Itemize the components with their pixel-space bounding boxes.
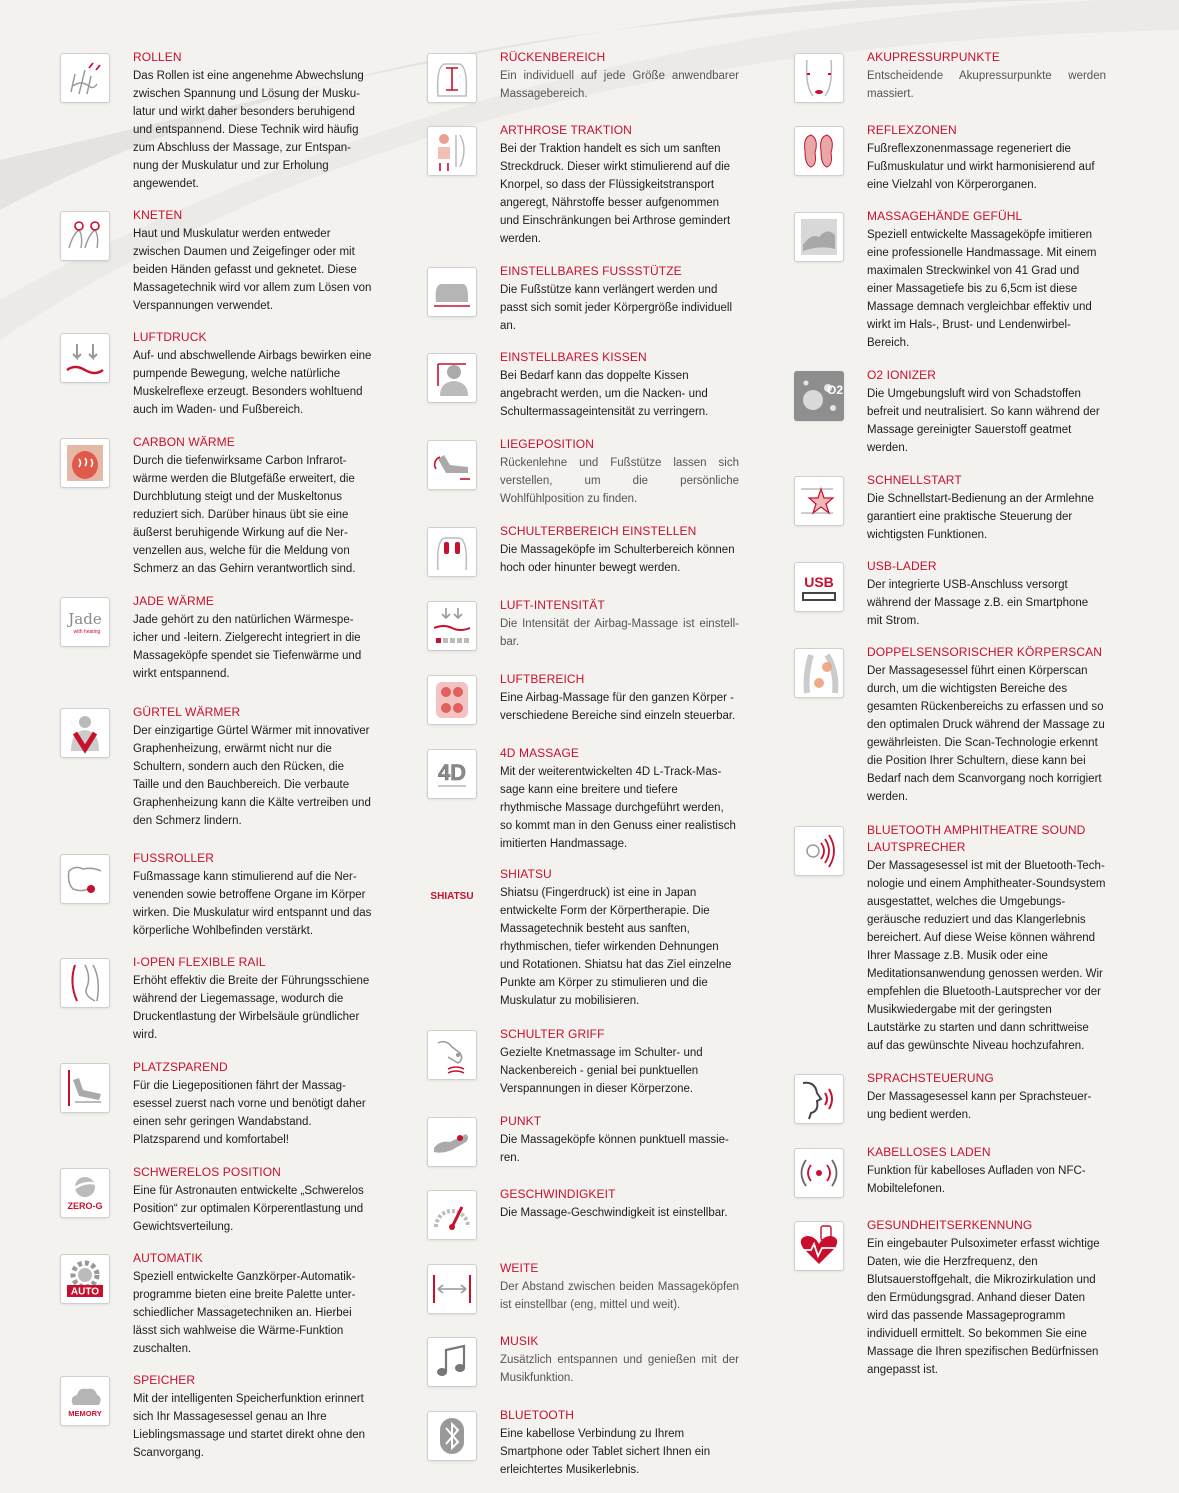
svg-text:4D: 4D xyxy=(437,760,467,785)
feature-title: KNETEN xyxy=(133,208,183,222)
rolling-hands-icon xyxy=(60,53,110,103)
feature-akupressur xyxy=(794,50,1106,103)
feature-amphitheatre xyxy=(794,823,1106,1055)
feature-kneten xyxy=(60,208,372,315)
belt-warmer-icon xyxy=(60,708,110,758)
feature-description: Shiatsu (Fingerdruck) ist eine in Japan entwickelte Form der Körpertherapie. Die Massagetechnik besteht aus sanften, rhythmischen, tiefer wirkenden Dehnungen und Rotationen. Shiatsu hat das Ziel einzelne Punkte am Körper zu stimulieren und die Muskulatur zu mobilisieren. xyxy=(500,887,732,1007)
feature-description: Rückenlehne und Fußstütze lassen sich verstellen, um die persönliche Wohlfühlposition zu finden. xyxy=(500,457,739,505)
feature-description: Der einzigartige Gürtel Wärmer mit innovativer Graphenheizung, erwärmt nicht nur die Schultern, sondern auch den Rücken, die Taille und den Bauchbereich. Die verbaute Graphenheizung kann die Kälte vertreiben und den Schmerz lindern. xyxy=(133,725,371,827)
memory-cloud-icon xyxy=(60,1376,110,1426)
feature-description: Erhöht effektiv die Breite der Führungsschiene während der Liegemassage, wodurch die Druckentlastung der Wirbelsäule gründlicher wird. xyxy=(133,975,370,1041)
feature-koerperscan xyxy=(794,645,1106,806)
feature-schulterbereich xyxy=(427,524,739,577)
kneading-hands-icon xyxy=(60,211,110,261)
feature-luft-intensitaet xyxy=(427,598,739,651)
feature-schulter-griff xyxy=(427,1027,739,1098)
feature-title: SCHNELLSTART xyxy=(867,473,962,487)
feature-title: SCHULTER GRIFF xyxy=(500,1027,605,1041)
feature-kabelloses-laden xyxy=(794,1145,1106,1198)
feature-massagehaende xyxy=(794,209,1106,352)
feature-description: Eine für Astronauten entwickelte „Schwerelos Position“ zur optimalen Körperentlastung und Gewichtsverteilung. xyxy=(133,1185,364,1233)
usb-icon xyxy=(794,562,844,612)
feature-description: Auf- und abschwellende Airbags bewirken eine pumpende Bewegung, welche natürliche Muskelreflexe erzeugt. Besonders wohltuend auch im Waden- und Fußbereich. xyxy=(133,350,372,416)
feature-platzsparend xyxy=(60,1060,372,1149)
feature-title: O2 IONIZER xyxy=(867,368,937,382)
feature-title: SPRACHSTEUERUNG xyxy=(867,1071,994,1085)
feature-description: Durch die tiefenwirksame Carbon Infrarotwärme werden die Blutgefäße erweitert, die Durchblutung steigt und der Muskeltonus reduziert sich. Darüber hinaus übt sie eine äußerst beruhigende Wirkung auf die Nervenzellen aus, welche für die Meldung von Schmerz an das Gehirn verantwortlich sind. xyxy=(133,455,356,575)
feature-title: SPEICHER xyxy=(133,1373,196,1387)
feature-title: BLUETOOTH xyxy=(500,1408,575,1422)
feature-title: KABELLOSES LADEN xyxy=(867,1145,991,1159)
air-intensity-icon xyxy=(427,601,477,651)
svg-text:Jade: Jade xyxy=(68,610,102,628)
feature-description: Die Massage-Geschwindigkeit ist einstellbar. xyxy=(500,1207,728,1219)
feature-sprachsteuerung xyxy=(794,1071,1106,1124)
feature-description: Jade gehört zu den natürlichen Wärmespeicher und -leitern. Zielgerecht integriert in die Massageköpfe spendet sie Tiefenwärme und wirkt entspannend. xyxy=(133,614,362,680)
feature-arthrose xyxy=(427,123,739,248)
o2-ionizer-icon xyxy=(794,371,844,421)
bluetooth-icon xyxy=(427,1411,477,1461)
feature-o2-ionizer xyxy=(794,368,1106,457)
feature-title: ARTHROSE TRAKTION xyxy=(500,123,632,137)
acupressure-icon xyxy=(794,53,844,103)
feature-description: Eine Airbag-Massage für den ganzen Körper - verschiedene Bereiche sind einzeln steuerbar. xyxy=(500,692,736,722)
feature-weite xyxy=(427,1261,739,1314)
air-area-icon xyxy=(427,675,477,725)
svg-text:MEMORY: MEMORY xyxy=(68,1409,102,1418)
feature-description: Der Massagesessel führt einen Körperscan durch, um die wichtigsten Bereiche des gesamten Rückenbereichs zu erfassen und so den optimalen Druck während der Massage zu gewährleisten. Die Scan-Technologie erkennt die Position Ihrer Schultern, diese kann bei Bedarf nach dem Scanvorgang noch korrigiert werden. xyxy=(867,665,1105,803)
body-scan-icon xyxy=(794,648,844,698)
feature-title: I-OPEN FLEXIBLE RAIL xyxy=(133,955,266,969)
feature-title: USB-LADER xyxy=(867,559,937,573)
feature-description: Der Massagesessel ist mit der Bluetooth-Technologie und einem Amphitheater-Soundsystem ausgestattet, welches die Umgebungsgeräusche reduziert und das Klangerlebnis bereichert. Auf diese Weise können während Ihrer Massage z.B. Musik oder eine Meditationsanwendung genossen werden. Wir empfehlen die Bluetooth-Lautsprecher vor der Musikwiedergabe mit der geringsten Lautstärke zu starten und dann schrittweise auf das gewünschte Niveau hochzufahren. xyxy=(867,860,1106,1052)
feature-description: Mit der intelligenten Speicherfunktion erinnert sich Ihr Massagesessel genau an Ihre Lieblingsmassage und startet direkt ohne den Scanvorgang. xyxy=(133,1393,366,1459)
svg-text:USB: USB xyxy=(804,574,834,590)
feature-title: GÜRTEL WÄRMER xyxy=(133,705,241,719)
feature-description: Speziell entwickelte Ganzkörper-Automatikprogramme bieten eine breite Palette unterschiedlicher Massagetechniken an. Hierbei lässt sich wahlweise die Wärme-Funktion zuschalten. xyxy=(133,1271,356,1355)
space-saving-icon xyxy=(60,1063,110,1113)
shiatsu-icon xyxy=(427,870,477,920)
feature-description: Eine kabellose Verbindung zu Ihrem Smartphone oder Tablet sichert Ihnen ein erleichtertes Musikerlebnis. xyxy=(500,1428,711,1476)
feature-title: PLATZSPAREND xyxy=(133,1060,228,1074)
feature-description: Der Massagesessel kann per Sprachsteuerung bedient werden. xyxy=(867,1091,1092,1121)
feature-description: Die Schnellstart-Bedienung an der Armlehne garantiert eine praktische Steuerung der wichtigsten Funktionen. xyxy=(867,493,1094,541)
feature-jade-waerme xyxy=(60,594,372,683)
feature-description: Fußreflexzonenmassage regeneriert die Fußmuskulatur und wirkt harmonisierend auf eine Vielzahl von Körperorganen. xyxy=(867,143,1095,191)
feature-usb-lader xyxy=(794,559,1106,630)
massage-hands-icon xyxy=(794,212,844,262)
feature-shiatsu xyxy=(427,867,739,1010)
feature-description: Die Massageköpfe im Schulterbereich können hoch oder hinunter bewegt werden. xyxy=(500,544,735,574)
point-icon xyxy=(427,1117,477,1167)
pillow-icon xyxy=(427,353,477,403)
feature-description: Ein eingebauter Pulsoximeter erfasst wichtige Daten, wie die Herzfrequenz, den Blutsauerstoffgehalt, die Mikrozirkulation und den Ermüdungsgrad. Anhand dieser Daten wird das passende Massageprogramm individuell ermittelt. So bekommen Sie eine Massage die Ihren spezifischen Bedürfnissen angepasst ist. xyxy=(867,1238,1100,1376)
feature-gesundheit xyxy=(794,1218,1106,1379)
feature-flexible-rail xyxy=(60,955,372,1044)
feature-description: Haut und Muskulatur werden entweder zwischen Daumen und Zeigefinger oder mit beiden Händen gefasst und geknetet. Diese Massagetechnik wird vor allem zum Lösen von Verspannungen verwendet. xyxy=(133,228,372,312)
feature-liegeposition xyxy=(427,437,739,508)
feature-description: Funktion für kabelloses Aufladen von NFC-Mobiltelefonen. xyxy=(867,1165,1086,1195)
feature-description: Entscheidende Akupressurpunkte werden massiert. xyxy=(867,70,1106,100)
auto-gear-icon xyxy=(60,1254,110,1304)
svg-text:O2: O2 xyxy=(827,383,844,397)
flexible-rail-icon xyxy=(60,958,110,1008)
feature-description: Bei der Traktion handelt es sich um sanften Streckdruck. Dieser wirkt stimulierend auf die Knorpel, so dass der Flüssigkeitstransport angeregt, Nährstoffe besser aufgenommen und Einschränkungen bei Arthrose gemindert werden. xyxy=(500,143,731,245)
feature-schnellstart xyxy=(794,473,1106,544)
feature-title: BLUETOOTH AMPHITHEATRE SOUND LAUTSPRECHER xyxy=(867,823,1086,854)
footrest-icon xyxy=(427,267,477,317)
feature-title: LIEGEPOSITION xyxy=(500,437,594,451)
feature-title: MUSIK xyxy=(500,1334,539,1348)
shoulder-grip-icon xyxy=(427,1030,477,1080)
feature-title: REFLEXZONEN xyxy=(867,123,957,137)
svg-text:AUTO: AUTO xyxy=(70,1286,100,1298)
feature-title: GESUNDHEITSERKENNUNG xyxy=(867,1218,1033,1232)
shoulder-adjust-icon xyxy=(427,527,477,577)
feature-title: GESCHWINDIGKEIT xyxy=(500,1187,616,1201)
width-icon xyxy=(427,1264,477,1314)
svg-text:with heating: with heating xyxy=(73,629,101,635)
feature-description: Fußmassage kann stimulierend auf die Nervenenden sowie betroffene Organe im Körper wirken. Die Muskulatur wird entspannt und das körperliche Wohlbefinden verstärkt. xyxy=(133,871,372,937)
feature-title: SCHULTERBEREICH EINSTELLEN xyxy=(500,524,697,538)
feature-luftbereich xyxy=(427,672,739,725)
feature-title: EINSTELLBARES FUSSSTÜTZE xyxy=(500,264,682,278)
feature-title: 4D MASSAGE xyxy=(500,746,580,760)
feature-title: CARBON WÄRME xyxy=(133,435,235,449)
feature-title: LUFT-INTENSITÄT xyxy=(500,598,605,612)
feature-title: DOPPELSENSORISCHER KÖRPERSCAN xyxy=(867,645,1102,659)
feature-speicher xyxy=(60,1373,372,1462)
feature-title: PUNKT xyxy=(500,1114,542,1128)
arthrosis-traction-icon xyxy=(427,126,477,176)
feature-title: MASSAGEHÄNDE GEFÜHL xyxy=(867,209,1023,223)
feature-title: AUTOMATIK xyxy=(133,1251,203,1265)
feature-title: WEITE xyxy=(500,1261,539,1275)
feature-description: Bei Bedarf kann das doppelte Kissen angebracht werden, um die Nacken- und Schultermassageintensität zu verringern. xyxy=(500,370,709,418)
feature-fussroller xyxy=(60,851,372,940)
music-note-icon xyxy=(427,1337,477,1387)
air-pressure-icon xyxy=(60,333,110,383)
feature-description: Die Massageköpfe können punktuell massieren. xyxy=(500,1134,729,1164)
recline-position-icon xyxy=(427,440,477,490)
quick-start-star-icon xyxy=(794,476,844,526)
feature-guertel-waermer xyxy=(60,705,372,830)
zero-g-icon xyxy=(60,1168,110,1218)
feature-description: Der integrierte USB-Anschluss versorgt während der Massage z.B. ein Smartphone mit Strom. xyxy=(867,579,1089,627)
4d-massage-icon xyxy=(427,749,477,799)
feature-schwerelos xyxy=(60,1165,372,1236)
feature-description: Der Abstand zwischen beiden Massageköpfen ist einstellbar (eng, mittel und weit). xyxy=(500,1281,739,1311)
feature-automatik xyxy=(60,1251,372,1358)
speed-gauge-icon xyxy=(427,1190,477,1240)
feature-title: LUFTDRUCK xyxy=(133,330,207,344)
feature-title: ROLLEN xyxy=(133,50,182,64)
feature-description: Zusätzlich entspannen und genießen mit der Musikfunktion. xyxy=(500,1354,739,1384)
feature-bluetooth xyxy=(427,1408,739,1479)
feature-description: Das Rollen ist eine angenehme Abwechslung zwischen Spannung und Lösung der Muskulatur und wirkt daher besonders beruhigend und entspannend. Diese Technik wird häufig zum Abschluss der Massage, zur Entspannung der Muskulatur und zur Erholung angewendet. xyxy=(133,70,364,190)
feature-description: Für die Liegepositionen fährt der Massagesessel zuerst nach vorne und benötigt daher einen sehr geringen Wandabstand. Platzsparend und komfortabel! xyxy=(133,1080,366,1146)
svg-text:ZERO-G: ZERO-G xyxy=(67,1201,103,1211)
carbon-heat-icon xyxy=(60,438,110,488)
feature-carbon-waerme xyxy=(60,435,372,578)
feature-description: Gezielte Knetmassage im Schulter- und Nackenbereich - genial bei punktuellen Verspannungen in dieser Körperzone. xyxy=(500,1047,703,1095)
feature-description: Die Intensität der Airbag-Massage ist einstellbar. xyxy=(500,618,739,648)
feature-title: EINSTELLBARES KISSEN xyxy=(500,350,647,364)
feature-luftdruck xyxy=(60,330,372,419)
reflex-zones-icon xyxy=(794,126,844,176)
feature-title: LUFTBEREICH xyxy=(500,672,585,686)
feature-description: Die Umgebungsluft wird von Schadstoffen befreit und neutralisiert. So kann während der Massage gereinigter Sauerstoff geatmet werden. xyxy=(867,388,1100,454)
svg-text:SHIATSU: SHIATSU xyxy=(430,891,474,902)
surround-speaker-icon xyxy=(794,826,844,876)
feature-description: Ein individuell auf jede Größe anwendbarer Massagebereich. xyxy=(500,70,739,100)
feature-rollen xyxy=(60,50,372,193)
health-heart-icon xyxy=(794,1221,844,1271)
feature-description: Mit der weiterentwickelten 4D L-Track-Massage kann eine breitere und tiefere rhythmische Massage durchgeführt werden, so kommt man in den Genuss einer realistisch imitierten Handmassage. xyxy=(500,766,736,850)
feature-punkt xyxy=(427,1114,739,1167)
foot-roller-icon xyxy=(60,854,110,904)
feature-kissen xyxy=(427,350,739,421)
feature-title: JADE WÄRME xyxy=(133,594,215,608)
jade-heating-icon xyxy=(60,597,110,647)
feature-4d-massage xyxy=(427,746,739,853)
feature-rueckenbereich xyxy=(427,50,739,103)
feature-fussstuetze xyxy=(427,264,739,335)
feature-musik xyxy=(427,1334,739,1387)
feature-description: Speziell entwickelte Massageköpfe imitieren eine professionelle Handmassage. Mit einem maximalen Streckwinkel von 41 Grad und einer Massagetiefe bis zu 6,5cm ist diese Massage demnach vergleichbar effektiv und wirkt im Hals-, Brust- und Lendenwirbel-Bereich. xyxy=(867,229,1097,349)
feature-title: SCHWERELOS POSITION xyxy=(133,1165,281,1179)
feature-reflexzonen xyxy=(794,123,1106,194)
feature-title: RÜCKENBEREICH xyxy=(500,50,606,64)
feature-title: SHIATSU xyxy=(500,867,552,881)
back-area-icon xyxy=(427,53,477,103)
feature-title: FUSSROLLER xyxy=(133,851,215,865)
feature-geschwindigkeit xyxy=(427,1187,739,1240)
voice-control-icon xyxy=(794,1074,844,1124)
feature-title: AKUPRESSURPUNKTE xyxy=(867,50,1000,64)
feature-description: Die Fußstütze kann verlängert werden und passt sich somit jeder Körpergröße individuell an. xyxy=(500,284,733,332)
wireless-charging-icon xyxy=(794,1148,844,1198)
